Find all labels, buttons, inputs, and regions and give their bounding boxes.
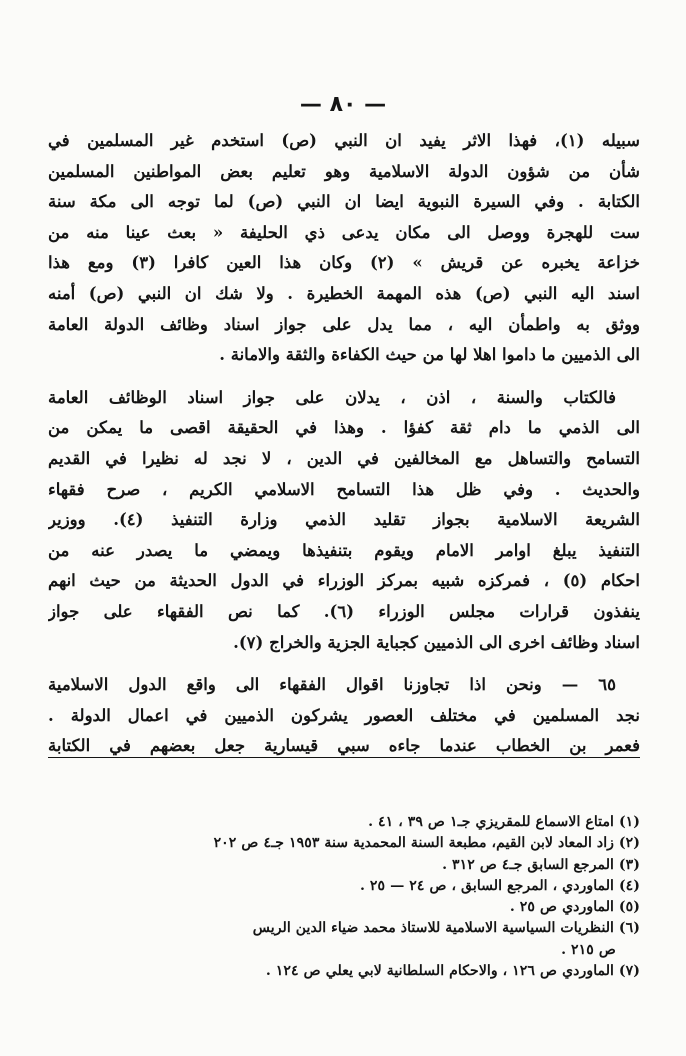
text-line: نجد المسلمين في مختلف العصور يشركون الذميين في اعمال الدولة . bbox=[48, 705, 640, 725]
footnote: (٥) الماوردي ص ٢٥ . bbox=[509, 899, 640, 916]
text-line: احكام (٥) ، فمركزه شبيه بمركز الوزراء في الدول الحديثة من حيث انهم bbox=[48, 571, 640, 591]
text-line: اسناد وظائف اخرى الى الذميين كجباية الجزية والخراج (٧). bbox=[233, 632, 640, 652]
page-number: — ٨٠ — bbox=[299, 92, 387, 117]
paragraph-gap bbox=[48, 371, 640, 383]
footnote: (٧) الماوردي ص ١٢٦ ، والاحكام السلطانية لابي يعلي ص ١٢٤ . bbox=[265, 963, 640, 980]
text-line: فالكتاب والسنة ، اذن ، يدلان على جواز اسناد الوظائف العامة bbox=[48, 387, 616, 407]
footnote: (٢) زاد المعاد لابن القيم، مطبعة السنة المحمدية سنة ١٩٥٣ جـ٤ ص ٢٠٢ bbox=[213, 835, 640, 852]
text-line: الى الذميين ما داموا اهلا لها من حيث الكفاءة والثقة والامانة . bbox=[219, 345, 640, 365]
text-line: التسامح والتساهل مع المخالفين في الدين ، لا نجد له نظيرا في القديم bbox=[48, 448, 640, 468]
text-line: ينفذون قرارات مجلس الوزراء (٦). كما نص الفقهاء على جواز bbox=[48, 601, 640, 621]
footnotes bbox=[40, 812, 640, 982]
footnote: (٦) النظريات السياسية الاسلامية للاستاذ محمد ضياء الدين الريس bbox=[252, 920, 640, 937]
text-line: الكتابة . وفي السيرة النبوية ايضا ان النبي (ص) لما توجه الى مكة سنة bbox=[48, 192, 640, 212]
text-line: ووثق به واطمأن اليه ، مما يدل على جواز اسناد وظائف الدولة العامة bbox=[48, 314, 640, 334]
text-line: فعمر بن الخطاب عندما جاءه سبي قيسارية جعل بعضهم في الكتابة bbox=[48, 736, 640, 756]
footnote: (١) امتاع الاسماع للمقريزي جـ١ ص ٣٩ ، ٤١ . bbox=[368, 814, 640, 830]
text-line: ست للهجرة ووصل الى مكان يدعى ذي الحليفة « بعث عينا منه من bbox=[48, 222, 640, 242]
footnote-continuation: ص ٢١٥ . bbox=[561, 941, 616, 958]
paragraph-gap bbox=[48, 658, 640, 670]
text-line: الشريعة الاسلامية بجواز تقليد الذمي وزارة التنفيذ (٤). ووزير bbox=[48, 510, 640, 530]
text-line: ٦٥ — ونحن اذا تجاوزنا اقوال الفقهاء الى واقع الدول الاسلامية bbox=[48, 675, 616, 695]
text-line: الى الذمي ما دام ثقة كفؤا . وهذا في الحقيقة اقصى ما يمكن من bbox=[48, 418, 640, 438]
text-line: شأن من شؤون الدولة الاسلامية وهو تعليم بعض المواطنين المسلمين bbox=[48, 161, 640, 181]
text-line: اسند اليه النبي (ص) هذه المهمة الخطيرة . ولا شك ان النبي (ص) أمنه bbox=[48, 283, 640, 303]
text-line: والحديث . وفي ظل هذا التسامح الاسلامي الكريم ، صرح فقهاء bbox=[48, 479, 640, 499]
body-text bbox=[48, 126, 640, 762]
footnote: (٣) المرجع السابق جـ٤ ص ٣١٢ . bbox=[442, 856, 640, 873]
footnote: (٤) الماوردي ، المرجع السابق ، ص ٢٤ — ٢٥ . bbox=[360, 877, 640, 894]
text-line: التنفيذ يبلغ اوامر الامام ويقوم بتنفيذها ويمضي ما يصدر عنه من bbox=[48, 540, 640, 560]
text-line: سبيله (١)، فهذا الاثر يفيد ان النبي (ص) استخدم غير المسلمين في bbox=[48, 131, 640, 150]
text-line: خزاعة يخبره عن قريش » (٢) وكان هذا العين كافرا (٣) ومع هذا bbox=[48, 253, 640, 273]
